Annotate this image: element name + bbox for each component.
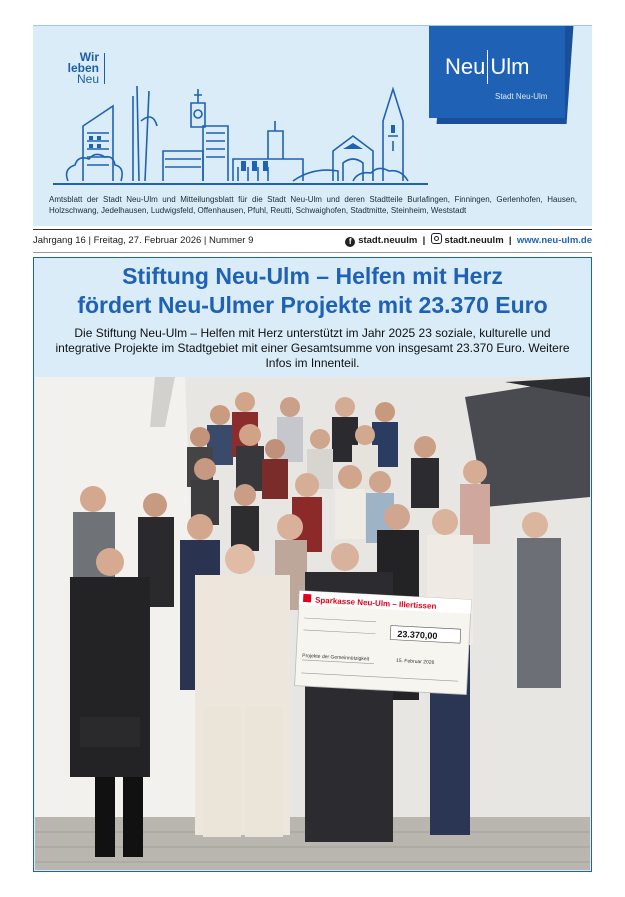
facebook-link[interactable]: stadt.neuulm [358, 235, 418, 246]
logo-subtitle: Stadt Neu-Ulm [495, 92, 548, 101]
tagline-line-2: leben [67, 61, 99, 75]
masthead [33, 25, 592, 226]
logo-word-ulm: Ulm [490, 54, 530, 79]
headline-line-1: Stiftung Neu-Ulm – Helfen mit Herz [122, 263, 503, 289]
logo-wordmark [445, 50, 529, 84]
article-headline [34, 262, 591, 320]
check-date: 15. Februar 2026 [395, 657, 435, 666]
city-skyline-illustration [53, 81, 428, 191]
group-photo-illustration [35, 377, 590, 870]
edition-bar [33, 229, 592, 253]
logo-word-neu: Neu [445, 54, 486, 79]
check-bank-name: Sparkasse Neu-Ulm – Illertissen [314, 595, 437, 611]
check-amount: 23.370,00 [397, 628, 438, 641]
tagline-line-1: Wir [79, 50, 99, 64]
lead-article [33, 257, 592, 872]
check-purpose: Projekte der Gemeinnützigkeit [302, 652, 370, 663]
city-logo[interactable] [429, 26, 565, 118]
website-link[interactable]: www.neu-ulm.de [516, 235, 592, 246]
article-lead: Die Stiftung Neu-Ulm – Helfen mit Herz unterstützt im Jahr 2025 23 soziale, kulturelle und integrative Projekte im Stadtgebiet mit einer Gesamtsumme von insgesamt 23.370 Euro. Weitere Infos im Innenteil. [55, 326, 570, 370]
publication-description: Amtsblatt der Stadt Neu-Ulm und Mitteilungsblatt für die Stadt Neu-Ulm und deren Stadtteile Burlafingen, Finningen, Gerlenhofen, Hausen, Holzschwang, Jedelhausen, Ludwigsfeld, Offenhausen, Pfuhl, Reutti, Schwaighofen, Stadtmitte, Steinheim, Weststadt [49, 195, 577, 215]
headline-line-2: fördert Neu-Ulmer Projekte mit 23.370 Euro [77, 292, 548, 318]
instagram-link[interactable]: stadt.neuulm [444, 235, 504, 246]
edition-info: Jahrgang 16 | Freitag, 27. Februar 2026 | Nummer 9 [33, 235, 254, 246]
facebook-icon: f [345, 237, 355, 247]
group-photo [35, 377, 590, 870]
instagram-icon [431, 233, 442, 244]
tagline-divider [104, 53, 105, 84]
logo-separator [487, 50, 488, 84]
tagline-line-3: Neu [76, 72, 99, 86]
social-links: f stadt.neuulm | stadt.neuulm | www.neu-ulm.de [345, 230, 592, 252]
donation-check [295, 591, 472, 695]
